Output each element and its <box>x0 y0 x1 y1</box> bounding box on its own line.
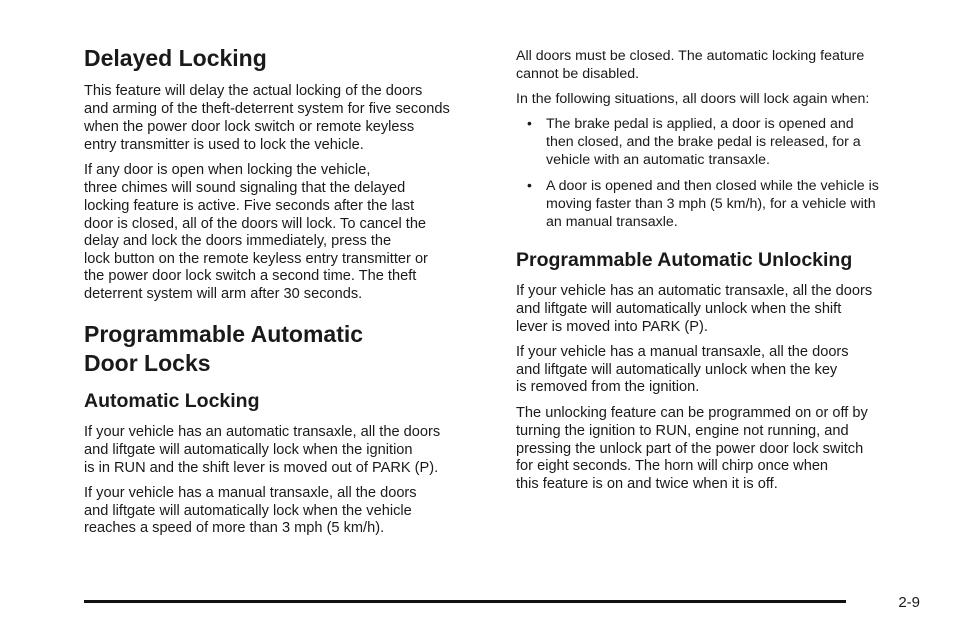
text-line: vehicle with an automatic transaxle. <box>546 152 770 168</box>
text-line: is in RUN and the shift lever is moved out of PARK (P). <box>84 460 439 476</box>
text-line: when the power door lock switch or remote keyless <box>84 119 415 135</box>
text-line: pressing the unlock part of the power door lock switch <box>516 441 864 457</box>
text-line: This feature will delay the actual locking of the doors <box>84 83 423 99</box>
text-line: A door is opened and then closed while the vehicle is <box>546 178 879 194</box>
heading-programmable-unlocking: Programmable Automatic Unlocking <box>516 249 853 271</box>
text-line: and liftgate will automatically unlock when the key <box>516 362 838 378</box>
text-line: lever is moved into PARK (P). <box>516 319 708 335</box>
text-line: locking feature is active. Five seconds after the last <box>84 198 415 214</box>
text-line: this feature is on and twice when it is off. <box>516 476 778 492</box>
text-line: turning the ignition to RUN, engine not running, and <box>516 423 849 439</box>
text-line: If your vehicle has an automatic transaxle, all the doors <box>516 283 873 299</box>
text-line: cannot be disabled. <box>516 66 640 82</box>
text-line: and arming of the theft-deterrent system for five seconds <box>84 101 450 117</box>
text-line: deterrent system will arm after 30 seconds. <box>84 286 363 302</box>
text-line: The brake pedal is applied, a door is opened and <box>546 116 854 132</box>
heading-delayed-locking: Delayed Locking <box>84 45 267 71</box>
text-line: and liftgate will automatically lock when the ignition <box>84 442 413 458</box>
text-line: The unlocking feature can be programmed on or off by <box>516 405 868 421</box>
text-line: If your vehicle has an automatic transaxle, all the doors <box>84 424 441 440</box>
heading-programmable-door-locks-line1: Programmable Automatic <box>84 321 364 347</box>
text-line: If your vehicle has a manual transaxle, all the doors <box>84 485 417 501</box>
text-line: the power door lock switch a second time. The theft <box>84 268 417 284</box>
heading-automatic-locking: Automatic Locking <box>84 390 260 412</box>
text-line: entry transmitter is used to lock the vehicle. <box>84 137 364 153</box>
text-line: If your vehicle has a manual transaxle, all the doors <box>516 344 849 360</box>
bullet-icon: • <box>527 177 532 193</box>
text-line: moving faster than 3 mph (5 km/h), for a vehicle with <box>546 196 876 212</box>
text-line: for eight seconds. The horn will chirp once when <box>516 458 829 474</box>
text-line: door is closed, all of the doors will lock. To cancel the <box>84 216 427 232</box>
text-line: then closed, and the brake pedal is released, for a <box>546 134 861 150</box>
text-line: If any door is open when locking the vehicle, <box>84 162 371 178</box>
text-line: and liftgate will automatically lock when the vehicle <box>84 503 412 519</box>
text-line: delay and lock the doors immediately, press the <box>84 233 392 249</box>
text-line: All doors must be closed. The automatic locking feature <box>516 48 865 64</box>
text-line: and liftgate will automatically unlock when the shift <box>516 301 842 317</box>
paragraph-situations-intro: In the following situations, all doors will lock again when: <box>516 91 870 107</box>
heading-programmable-door-locks-line2: Door Locks <box>84 350 211 376</box>
text-line: lock button on the remote keyless entry transmitter or <box>84 251 428 267</box>
text-line: reaches a speed of more than 3 mph (5 km/h). <box>84 520 385 536</box>
text-line: three chimes will sound signaling that the delayed <box>84 180 406 196</box>
bullet-icon: • <box>527 115 532 131</box>
page-number: 2-9 <box>898 594 920 611</box>
text-line: is removed from the ignition. <box>516 379 700 395</box>
footer-rule <box>84 600 846 603</box>
text-line: an manual transaxle. <box>546 214 678 230</box>
